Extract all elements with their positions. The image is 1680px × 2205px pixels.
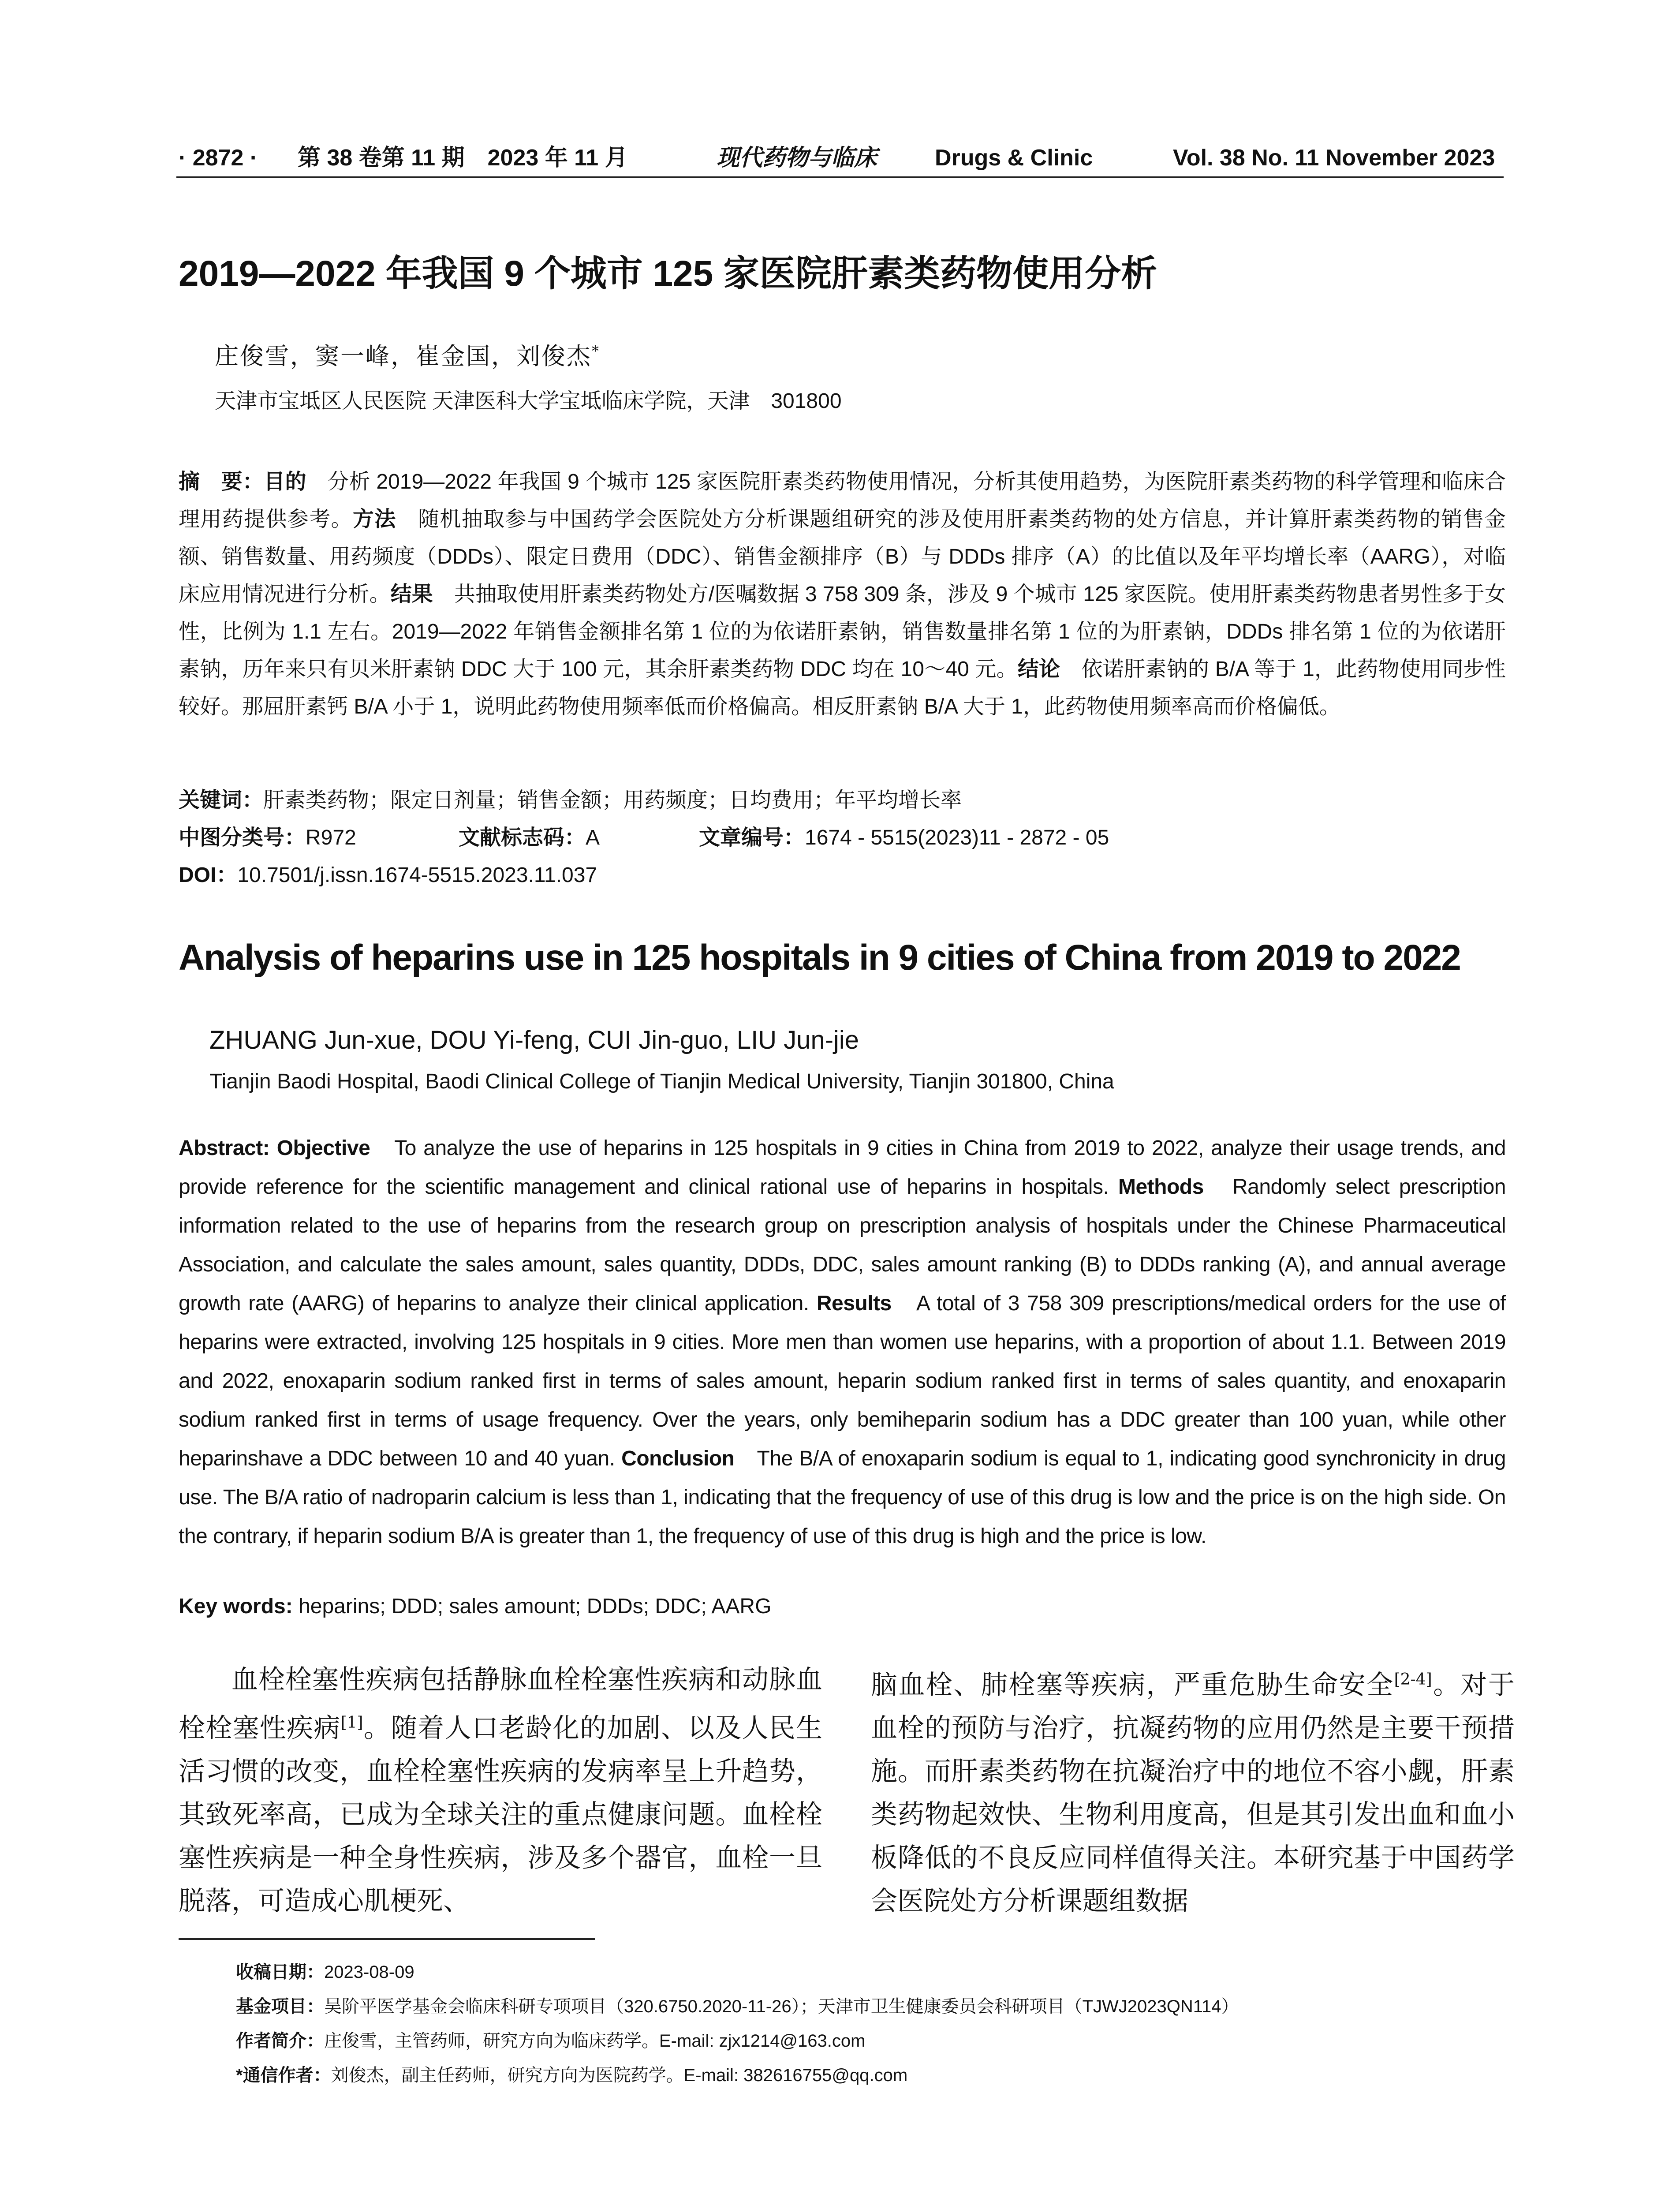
keywords-cn bbox=[179, 783, 962, 813]
article-id-value: 1674 - 5515(2023)11 - 2872 - 05 bbox=[805, 826, 1109, 849]
keywords-en-text: heparins; DDD; sales amount; DDDs; DDC; AARG bbox=[292, 1595, 772, 1618]
authors-en: ZHUANG Jun-xue, DOU Yi-feng, CUI Jin-guo, LIU Jun-jie bbox=[209, 1026, 859, 1054]
header-issue-en: Vol. 38 No. 11 November 2023 bbox=[1173, 145, 1495, 171]
title-en: Analysis of heparins use in 125 hospitals in 9 cities of China from 2019 to 2022 bbox=[179, 938, 1460, 978]
affiliation-cn: 天津市宝坻区人民医院 天津医科大学宝坻临床学院，天津 301800 bbox=[215, 389, 842, 413]
classification-article-id bbox=[699, 820, 1109, 851]
results-en-label: Results bbox=[816, 1292, 892, 1315]
fund-label: 基金项目： bbox=[236, 1997, 324, 2016]
citation[interactable]: [1] bbox=[340, 1714, 363, 1732]
keywords-cn-label: 关键词： bbox=[179, 789, 264, 812]
body-text: 。随着人口老龄化的加剧、以及人民生活习惯的改变，血栓栓塞性疾病的发病率呈上升趋势，其致死率高，已成为全球关注的重点健康问题。血栓栓塞性疾病是一种全身性疾病，涉及多个器官，血栓一旦脱落，可造成心肌梗死、 bbox=[179, 1713, 823, 1917]
author-bio-text: 庄俊雪，主管药师，研究方向为临床药学。E-mail: zjx1214@163.com bbox=[324, 2031, 866, 2051]
body-column-right bbox=[871, 1658, 1515, 1923]
doi-label: DOI： bbox=[179, 863, 238, 887]
results-cn-label: 结果 bbox=[390, 583, 433, 606]
header-journal-en: Drugs & Clinic bbox=[935, 145, 1093, 171]
objective-en-label: Objective bbox=[276, 1136, 370, 1160]
title-cn: 2019—2022 年我国 9 个城市 125 家医院肝素类药物使用分析 bbox=[179, 254, 1157, 294]
corresponding-text: 刘俊杰，副主任药师，研究方向为医院药学。E-mail: 382616755@qq.com bbox=[331, 2066, 908, 2085]
clc-label: 中图分类号： bbox=[179, 826, 306, 849]
keywords-cn-text: 肝素类药物；限定日剂量；销售金额；用药频度；日均费用；年平均增长率 bbox=[263, 789, 962, 812]
doc-code-label: 文献标志码： bbox=[459, 826, 586, 849]
methods-cn: 随机抽取参与中国药学会医院处方分析课题组研究的涉及使用肝素类药物的处方信息，并计算肝素类药物的销售金额、销售数量、用药频度（DDDs）、限定日费用（DDC）、销售金额排序（B）与 DDDs 排序（A）的比值以及年平均增长率（AARG），对临床应用情况进行分析。 bbox=[179, 508, 1506, 606]
clc-value: R972 bbox=[306, 826, 356, 849]
results-cn: 共抽取使用肝素类药物处方/医嘱数据 3 758 309 条，涉及 9 个城市 125 家医院。使用肝素类药物患者男性多于女性，比例为 1.1 左右。2019—2022 年销售金额排名第 1 位的为依诺肝素钠，销售数量排名第 1 位的为肝素钠，DDDs 排名第 1 位的为依诺肝素钠，历年来只有贝米肝素钠 DDC 大于 100 元，其余肝素类药物 DDC 均在 10～40 元。 bbox=[179, 583, 1506, 681]
header-page-number: · 2872 · bbox=[179, 145, 258, 171]
abstract-cn-label: 摘 要： bbox=[179, 470, 264, 493]
footnote-fund bbox=[236, 1992, 1239, 2018]
corresponding-mark: * bbox=[592, 343, 600, 359]
doi bbox=[179, 858, 597, 888]
keywords-en bbox=[179, 1594, 771, 1618]
footnote-author bbox=[236, 2027, 865, 2052]
header-rule bbox=[176, 176, 1504, 178]
citation[interactable]: [2-4] bbox=[1394, 1671, 1432, 1689]
keywords-en-label: Key words: bbox=[179, 1595, 293, 1618]
abstract-en-label: Abstract: bbox=[179, 1136, 270, 1160]
classification-clc bbox=[179, 820, 356, 851]
objective-cn: 分析 2019—2022 年我国 9 个城市 125 家医院肝素类药物使用情况，分析其使用趋势，为医院肝素类药物的科学管理和临床合理用药提供参考。 bbox=[179, 470, 1506, 531]
conclusion-en: The B/A of enoxaparin sodium is equal to 1, indicating good synchronicity in drug use. The B/A ratio of nadroparin calcium is less than 1, indicating that the frequency of use of this drug is low and the price is on the high side. On the contrary, if heparin sodium B/A is greater than 1, the frequency of use of this drug is high and the price is low. bbox=[179, 1447, 1506, 1548]
objective-cn-label: 目的 bbox=[264, 470, 306, 493]
fund-text: 吴阶平医学基金会临床科研专项项目（320.6750.2020-11-26）；天津市卫生健康委员会科研项目（TJWJ2023QN114） bbox=[324, 1997, 1239, 2016]
methods-en-label: Methods bbox=[1118, 1175, 1204, 1199]
received-label: 收稿日期： bbox=[236, 1962, 324, 1982]
doi-value: 10.7501/j.issn.1674-5515.2023.11.037 bbox=[237, 863, 597, 887]
body-column-left bbox=[179, 1658, 822, 1923]
doc-code-value: A bbox=[586, 826, 600, 849]
results-en: A total of 3 758 309 prescriptions/medical orders for the use of heparins were extracted, involving 125 hospitals in 9 cities. More men than women use heparins, with a proportion of about 1.1. Between 2019 and 2022, enoxaparin sodium ranked first in terms of sales amount, heparin sodium ranked first in terms of sales quantity, and enoxaparin sodium ranked first in terms of usage frequency. Over the years, only bemiheparin sodium has a DDC greater than 100 yuan, while other heparinshave a DDC between 10 and 40 yuan. bbox=[179, 1292, 1506, 1470]
affiliation-en: Tianjin Baodi Hospital, Baodi Clinical College of Tianjin Medical University, Tianjin 301800, China bbox=[209, 1070, 1114, 1093]
conclusion-cn-label: 结论 bbox=[1017, 658, 1060, 681]
body-text: 血栓栓塞性疾病包括静脉血栓栓塞性疾病和动脉血栓栓塞性疾病 bbox=[179, 1664, 822, 1744]
methods-cn-label: 方法 bbox=[352, 508, 396, 531]
header-issue-cn: 第 38 卷第 11 期 2023 年 11 月 bbox=[298, 145, 628, 171]
conclusion-en-label: Conclusion bbox=[621, 1447, 735, 1470]
corresponding-label: *通信作者： bbox=[236, 2066, 331, 2085]
conclusion-cn: 依诺肝素钠的 B/A 等于 1，此药物使用同步性较好。那屈肝素钙 B/A 小于 1，说明此药物使用频率低而价格偏高。相反肝素钠 B/A 大于 1，此药物使用频率高而价格偏低。 bbox=[179, 658, 1506, 718]
header-journal-cn: 现代药物与临床 bbox=[717, 144, 877, 171]
footnote-rule bbox=[179, 1938, 595, 1940]
received-date: 2023-08-09 bbox=[324, 1962, 414, 1982]
article-id-label: 文章编号： bbox=[699, 826, 805, 849]
abstract-cn bbox=[179, 463, 1506, 725]
authors-cn bbox=[215, 337, 600, 371]
classification-doc bbox=[459, 820, 600, 851]
objective-en: To analyze the use of heparins in 125 hospitals in 9 cities in China from 2019 to 2022, analyze their usage trends, and provide reference for the scientific management and clinical rational use of heparins in hospitals. bbox=[179, 1136, 1506, 1199]
methods-en: Randomly select prescription information related to the use of heparins from the research group on prescription analysis of hospitals under the Chinese Pharmaceutical Association, and calculate the sales amount, sales quantity, DDDs, DDC, sales amount ranking (B) to DDDs ranking (A), and annual average growth rate (AARG) of heparins to analyze their clinical application. bbox=[179, 1175, 1506, 1315]
body-text: 脑血栓、肺栓塞等疾病，严重危胁生命安全 bbox=[871, 1670, 1394, 1700]
abstract-en bbox=[179, 1129, 1506, 1556]
authors-cn-names: 庄俊雪，窦一峰，崔金国，刘俊杰 bbox=[215, 342, 592, 370]
footnote-corresponding bbox=[236, 2061, 907, 2086]
footnote-received bbox=[236, 1958, 414, 1983]
author-bio-label: 作者简介： bbox=[236, 2031, 324, 2051]
body-text: 。对于血栓的预防与治疗，抗凝药物的应用仍然是主要干预措施。而肝素类药物在抗凝治疗中的地位不容小觑，肝素类药物起效快、生物利用度高，但是其引发出血和血小板降低的不良反应同样值得关注。本研究基于中国药学会医院处方分析课题组数据 bbox=[871, 1670, 1515, 1917]
